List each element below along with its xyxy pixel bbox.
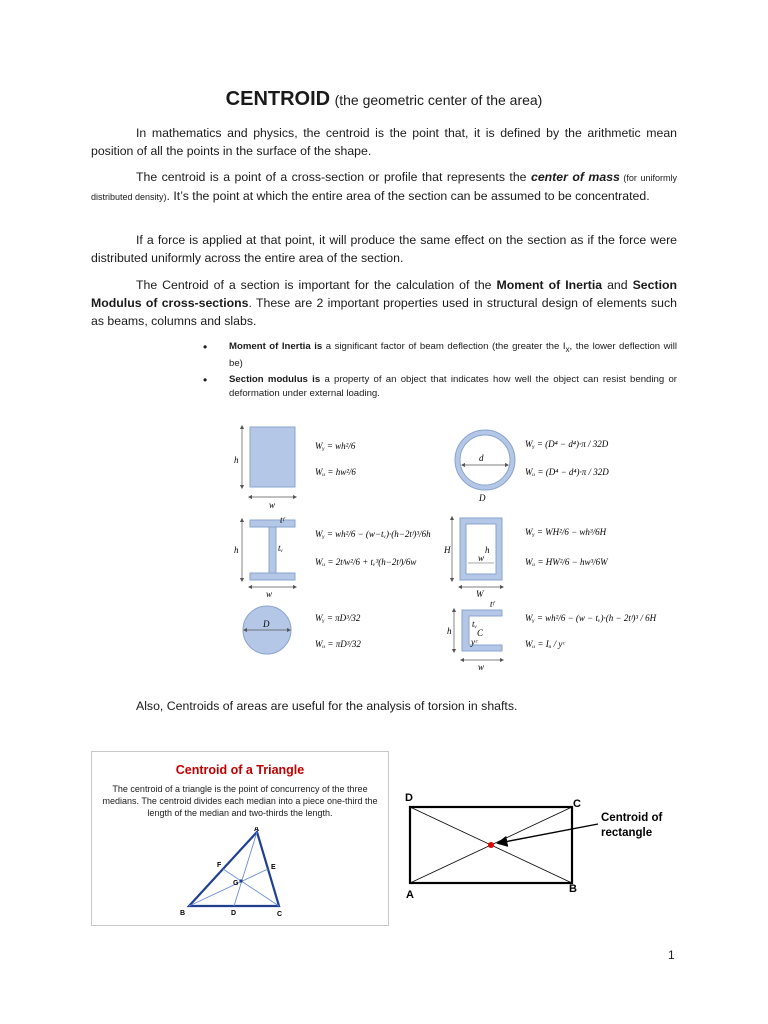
bullet-text-2: , the lower deflection will be) xyxy=(229,341,677,369)
rect-wz-formula: Wᵤ = hw²/6 xyxy=(315,467,356,477)
channel-w-label: w xyxy=(478,662,485,672)
triangle-label-d: D xyxy=(231,910,237,917)
paragraph-1 xyxy=(91,124,677,160)
rectangle-centroid-figure xyxy=(402,786,692,906)
circle-section xyxy=(243,606,361,654)
box-wy-formula: Wᵧ = WH²/6 − wh³/6H xyxy=(525,527,607,537)
tube-D-label: D xyxy=(479,493,486,503)
triangle-label-a: A xyxy=(254,827,260,833)
paragraph-2-note: (for uniformly distributed density) xyxy=(91,173,677,202)
section-modulus-term: Section Modulus of cross-sections xyxy=(91,278,678,310)
rectangle-label-b: B xyxy=(569,883,577,895)
circle-wy-formula: Wᵧ = πD³/32 xyxy=(315,613,361,623)
rect-wy-formula: Wᵧ = wh²/6 xyxy=(315,441,356,451)
title-subtitle: (the geometric center of the area) xyxy=(334,92,543,108)
page-title xyxy=(0,88,768,111)
triangle-box-title: Centroid of a Triangle xyxy=(175,763,305,777)
paragraph-2-text-d: . It’s the point at which the entire area of the section can be assumed to be concentrated. xyxy=(166,189,650,203)
paragraph-5-text: Also, Centroids of areas are useful for the analysis of torsion in shafts. xyxy=(136,699,518,713)
channel-tf-label: tᶠ xyxy=(490,599,495,609)
center-of-mass-term: center of mass xyxy=(530,170,620,184)
triangle-label-g: G xyxy=(233,880,239,887)
ibeam-w-label: w xyxy=(266,589,273,599)
tube-section xyxy=(455,430,609,503)
box-w-label: w xyxy=(478,553,485,563)
bullet-subscript: x xyxy=(565,344,570,354)
triangle-centroid-box xyxy=(91,751,389,926)
triangle-diagram xyxy=(177,827,297,922)
moment-of-inertia-term: Moment of Inertia xyxy=(496,278,603,292)
rectangle-annotation-line-2: rectangle xyxy=(601,827,653,839)
paragraph-4-text-c: and xyxy=(602,278,633,292)
triangle-label-b: B xyxy=(180,910,186,917)
paragraph-2-text-a: The centroid is a point of a cross-section or profile that represents the xyxy=(136,170,531,184)
channel-wy-formula: Wᵧ = wh²/6 − (w − tᵥ)·(h − 2tᶠ)³ / 6H xyxy=(525,613,657,623)
bullet-term: Section modulus is xyxy=(229,373,321,385)
channel-yc-label: yᶜ xyxy=(471,637,478,647)
ibeam-tw-label: tᵥ xyxy=(278,543,284,553)
ibeam-wz-formula: Wᵤ = 2tᶠw²/6 + tᵥ³(h−2tᶠ)/6w xyxy=(315,557,417,567)
paragraph-4-text-e: . These are 2 important properties used in structural design of elements such as beams, columns and slabs. xyxy=(91,296,677,328)
box-wz-formula: Wᵤ = HW²/6 − hw³/6W xyxy=(525,557,608,567)
ibeam-section xyxy=(234,515,431,599)
channel-c-label: C xyxy=(477,628,484,638)
tube-d-label: d xyxy=(479,453,484,463)
triangle-label-c: C xyxy=(277,911,283,918)
rect-w-label: w xyxy=(269,500,276,510)
bullet-term: Moment of Inertia is xyxy=(229,341,323,352)
tube-wy-formula: Wᵧ = (D⁴ − d⁴)·π / 32D xyxy=(525,439,609,449)
ibeam-wy-formula: Wᵧ = wh²/6 − (w−tᵥ)·(h−2tᶠ)³/6h xyxy=(315,529,431,539)
channel-h-label: h xyxy=(447,626,452,636)
triangle-box-description: The centroid of a triangle is the point of concurrency of the three medians. The centroid divides each median into a piece one-third the length of the median and two-thirds the length. xyxy=(102,784,378,818)
rectangle-section xyxy=(234,427,356,510)
section-shapes-figure xyxy=(220,415,660,675)
channel-tw-label: tᵥ xyxy=(472,619,478,629)
title-main: CENTROID xyxy=(225,88,331,110)
ibeam-tf-label: tᶠ xyxy=(280,515,285,525)
paragraph-4 xyxy=(91,276,677,330)
box-H-label: H xyxy=(444,545,451,555)
circle-D-label: D xyxy=(263,619,270,629)
paragraph-2 xyxy=(91,168,677,206)
channel-wz-formula: Wᵤ = Iᵤ / yᶜ xyxy=(525,639,565,649)
paragraph-1-text: In mathematics and physics, the centroid is the point that, it is defined by the arithmetic mean position of all the points in the surface of the shape. xyxy=(91,126,677,158)
ibeam-h-label: h xyxy=(234,545,239,555)
tube-wz-formula: Wᵤ = (D⁴ − d⁴)·π / 32D xyxy=(525,467,609,477)
page-number: 1 xyxy=(668,948,675,962)
rectangle-label-d: D xyxy=(405,792,413,804)
channel-section xyxy=(447,599,657,672)
circle-wz-formula: Wᵤ = πD³/32 xyxy=(315,639,361,649)
triangle-label-e: E xyxy=(271,864,276,871)
rect-h-label: h xyxy=(234,455,239,465)
rectangle-annotation-line-1: Centroid of xyxy=(601,812,663,824)
bullet-text: a significant factor of beam deflection (the greater the I xyxy=(322,341,566,352)
bullet-text: a property of an object that indicates how well the object can resist bending or deformation under external loading. xyxy=(229,373,677,399)
box-W-label: W xyxy=(476,589,484,599)
bullet-item xyxy=(203,373,677,401)
box-h-label: h xyxy=(485,545,490,555)
rectangle-centroid-point xyxy=(488,842,494,848)
rectangle-label-a: A xyxy=(406,889,414,901)
paragraph-3 xyxy=(91,231,677,267)
box-section xyxy=(443,518,609,599)
paragraph-4-text-a: The Centroid of a section is important for the calculation of the xyxy=(136,278,497,292)
bullet-item xyxy=(203,340,677,371)
paragraph-3-text: If a force is applied at that point, it will produce the same effect on the section as if the force were distributed uniformly across the entire area of the section. xyxy=(91,233,677,265)
rectangle-label-c: C xyxy=(573,798,581,810)
bullet-list xyxy=(203,340,677,403)
paragraph-5 xyxy=(91,697,677,715)
triangle-label-f: F xyxy=(217,862,222,869)
